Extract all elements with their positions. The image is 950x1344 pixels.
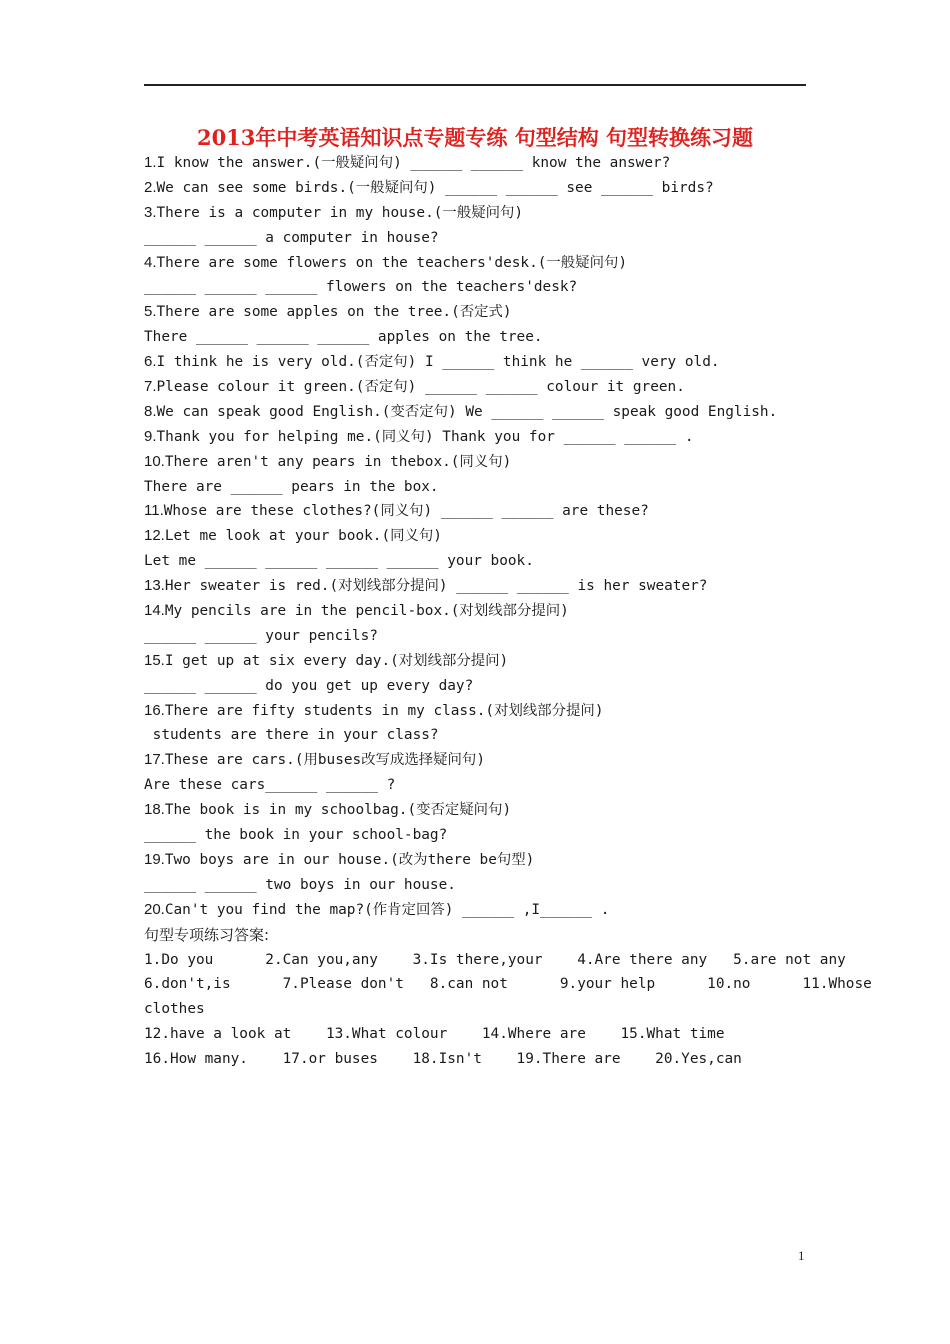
item-number: 13. bbox=[144, 577, 165, 595]
item-text: Can't you find the map?(作肯定回答) ______ ,I______ . bbox=[164, 901, 610, 918]
exercise-line bbox=[144, 450, 824, 475]
exercise-line bbox=[144, 350, 824, 375]
item-number: 11. bbox=[144, 502, 164, 520]
item-text: I know the answer.(一般疑问句) ______ ______ know the answer? bbox=[156, 155, 679, 171]
exercise-line bbox=[144, 674, 824, 699]
answers-heading: 句型专项练习答案: bbox=[144, 925, 270, 944]
item-text: I get up at six every day.(对划线部分提问) bbox=[164, 652, 509, 669]
exercise-line bbox=[144, 898, 824, 923]
item-number: 4. bbox=[144, 253, 157, 271]
exercise-line bbox=[144, 549, 824, 574]
exercise-line bbox=[144, 574, 824, 599]
item-text: There ______ ______ ______ apples on the tree. bbox=[144, 329, 543, 346]
exercise-line bbox=[144, 375, 824, 400]
item-number: 17. bbox=[144, 751, 165, 769]
item-number: 5. bbox=[144, 303, 157, 321]
item-number: 20. bbox=[144, 900, 165, 918]
exercise-line bbox=[144, 475, 824, 500]
item-text: There are some apples on the tree.(否定式) bbox=[156, 304, 512, 321]
item-text: ______ ______ ______ flowers on the teachers'desk? bbox=[144, 279, 578, 296]
item-text: My pencils are in the pencil-box.(对划线部分提问) bbox=[164, 603, 569, 620]
exercise-line bbox=[144, 699, 824, 724]
exercise-line bbox=[144, 599, 824, 624]
item-text: Please colour it green.(否定句) ______ ______ colour it green. bbox=[156, 379, 685, 396]
item-number: 8. bbox=[144, 402, 157, 420]
page-number: 1 bbox=[798, 1248, 805, 1263]
exercise-line bbox=[144, 226, 824, 251]
exercise-line bbox=[144, 798, 824, 823]
item-text: The book is in my schoolbag.(变否定疑问句) bbox=[164, 802, 512, 819]
item-text: Her sweater is red.(对划线部分提问) ______ ______ is her sweater? bbox=[164, 578, 708, 595]
item-text: We can see some birds.(一般疑问句) ______ ______ see ______ birds? bbox=[156, 179, 714, 196]
item-number: 3. bbox=[144, 203, 157, 221]
exercise-line bbox=[144, 201, 824, 226]
exercise-line bbox=[144, 823, 824, 848]
exercise-line bbox=[144, 748, 824, 773]
item-text: Are these cars______ ______ ? bbox=[144, 777, 396, 794]
item-text: ______ ______ do you get up every day? bbox=[144, 677, 474, 694]
exercise-body bbox=[144, 151, 872, 1072]
item-text: ______ ______ a computer in house? bbox=[144, 229, 439, 246]
exercise-line bbox=[144, 300, 824, 325]
exercise-line bbox=[144, 723, 824, 748]
item-number: 19. bbox=[144, 850, 165, 868]
exercise-line bbox=[144, 425, 824, 450]
item-text: There aren't any pears in thebox.(同义句) bbox=[164, 453, 512, 470]
answer-line: 12.have a look at 13.What colour 14.Where are 15.What time bbox=[144, 1026, 725, 1043]
exercise-line bbox=[144, 176, 824, 201]
item-number: 9. bbox=[144, 427, 157, 445]
item-number: 7. bbox=[144, 378, 157, 396]
answer-line: clothes bbox=[144, 1001, 205, 1018]
exercise-line bbox=[144, 325, 824, 350]
item-text: students are there in your class? bbox=[144, 727, 439, 744]
item-text: These are cars.(用buses改写成选择疑问句) bbox=[164, 752, 485, 769]
answer-line: 1.Do you 2.Can you,any 3.Is there,your 4.Are there any 5.are not any bbox=[144, 951, 846, 968]
exercise-line bbox=[144, 773, 824, 798]
item-text: We can speak good English.(变否定句) We ______ ______ speak good English. bbox=[156, 403, 778, 420]
header-rule bbox=[144, 84, 806, 86]
exercise-line bbox=[144, 524, 824, 549]
item-text: There are ______ pears in the box. bbox=[144, 478, 439, 495]
document-title: 2013年中考英语知识点专题专练 句型结构 句型转换练习题 bbox=[196, 125, 754, 150]
answer-line: 16.How many. 17.or buses 18.Isn't 19.There are 20.Yes,can bbox=[144, 1051, 742, 1068]
item-number: 6. bbox=[144, 353, 157, 371]
item-text: Let me look at your book.(同义句) bbox=[164, 528, 442, 545]
item-text: There is a computer in my house.(一般疑问句) bbox=[156, 204, 524, 221]
exercise-line bbox=[144, 649, 824, 674]
exercise-line bbox=[144, 151, 824, 176]
item-text: ______ ______ two boys in our house. bbox=[144, 876, 456, 893]
item-text: There are some flowers on the teachers'desk.(一般疑问句) bbox=[156, 254, 628, 271]
item-text: I think he is very old.(否定句) I ______ think he ______ very old. bbox=[156, 354, 720, 371]
item-text: ______ the book in your school-bag? bbox=[144, 827, 448, 844]
exercise-line bbox=[144, 873, 824, 898]
item-text: ______ ______ your pencils? bbox=[144, 627, 378, 644]
item-text: There are fifty students in my class.(对划线部分提问) bbox=[164, 702, 604, 719]
exercise-line bbox=[144, 275, 824, 300]
item-number: 16. bbox=[144, 701, 165, 719]
item-number: 1. bbox=[144, 154, 157, 171]
exercise-line bbox=[144, 499, 824, 524]
item-number: 14. bbox=[144, 602, 165, 620]
exercise-line bbox=[144, 400, 824, 425]
item-number: 10. bbox=[144, 452, 165, 470]
item-text: Whose are these clothes?(同义句) ______ ______ are these? bbox=[163, 503, 649, 520]
item-text: Let me ______ ______ ______ ______ your book. bbox=[144, 553, 534, 570]
exercise-line bbox=[144, 624, 824, 649]
item-text: Two boys are in our house.(改为there be句型) bbox=[164, 851, 535, 868]
exercise-line bbox=[144, 848, 824, 873]
item-number: 15. bbox=[144, 651, 165, 669]
item-number: 12. bbox=[144, 527, 165, 545]
exercise-line bbox=[144, 251, 824, 276]
item-number: 18. bbox=[144, 801, 165, 819]
item-number: 2. bbox=[144, 178, 157, 196]
item-text: Thank you for helping me.(同义句) Thank you for ______ ______ . bbox=[156, 428, 694, 445]
answer-line: 6.don't,is 7.Please don't 8.can not 9.your help 10.no 11.Whose bbox=[144, 976, 872, 993]
